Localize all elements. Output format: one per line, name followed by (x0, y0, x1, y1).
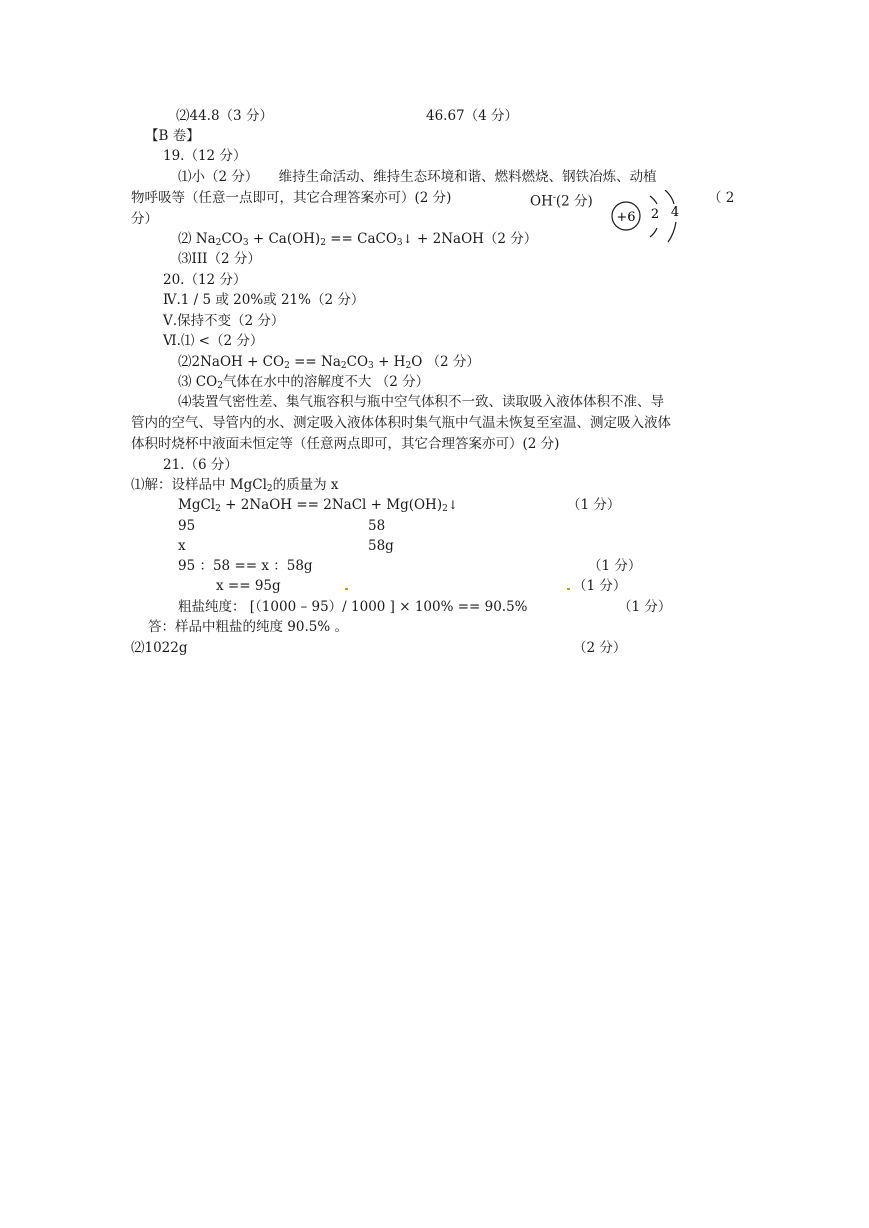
formula-text: O （2 分） (411, 354, 480, 370)
shell-arc-2-bottom (668, 222, 676, 242)
a-q2-answer: ⑵44.8（3 分） (176, 108, 273, 124)
subscript: 2 (405, 361, 412, 371)
part-label: ⑵ (178, 231, 196, 247)
q21-part2-score: （2 分） (573, 640, 627, 656)
q21-proportion: 95 ：58 == x ：58g (178, 558, 313, 574)
q19-hydroxide (530, 189, 593, 211)
q19-part1-line1: ⑴小（2 分） 维持生命活动、维持生态环境和谐、燃料燃烧、钢铁冶炼、动植 (178, 169, 657, 185)
answer-text: 的质量为 x (272, 477, 339, 493)
q21-x-score: （1 分） (573, 578, 627, 594)
q21-purity-score: （1 分） (618, 599, 672, 615)
q21-purity-calc: 粗盐纯度： [（1000 – 95）/ 1000 ] × 100% == 90.5% (178, 599, 528, 615)
q21-mass-ratio-left: 95 (178, 518, 196, 534)
q20-vi4-line2: 管内的空气、导管内的水、测定吸入液体体积时集气瓶中气温未恢复至室温、测定吸入液体 (131, 415, 671, 431)
stray-mark (345, 588, 348, 590)
q21-equation-score: （1 分） (567, 497, 621, 513)
q21-mass-ratio-right: 58 (368, 518, 386, 534)
formula-text: + H (373, 354, 406, 370)
precipitate-arrow: ↓ (447, 498, 458, 512)
answer-text: 气体在水中的溶解度不大 （2 分） (222, 374, 430, 390)
shell-arc-1-bottom (650, 228, 657, 237)
subscript: 3 (242, 238, 249, 248)
q20-vi1: Ⅵ.⑴ <（2 分） (163, 333, 264, 349)
hydroxide-charge: - (552, 193, 556, 203)
q19-title: 19.（12 分） (163, 148, 247, 164)
q21-unknown-right: 58g (368, 538, 394, 554)
hydroxide-score: (2 分) (555, 193, 593, 210)
formula-text: CO (221, 231, 243, 247)
q19-part1-line3: 分） (131, 211, 158, 227)
q19-score-tail: （ 2 (708, 190, 735, 206)
shell-arc-2-top (665, 190, 674, 204)
q21-title: 21.（6 分） (163, 457, 238, 473)
formula-text: CO (346, 354, 369, 370)
q19-part1-line2: 物呼吸等（任意一点即可，其它合理答案亦可）(2 分) (131, 190, 452, 206)
q21-part2: ⑵1022g (131, 640, 188, 656)
shell-arc-1-top (650, 196, 657, 204)
q19-part2-equation (178, 230, 537, 248)
q20-title: 20.（12 分） (163, 272, 247, 288)
subscript: 2 (215, 504, 221, 514)
subscript: 3 (396, 238, 403, 248)
q21-x-value: x == 95g (216, 578, 281, 594)
stray-mark (567, 588, 570, 590)
formula-text: MgCl (178, 497, 216, 513)
subscript: 2 (215, 238, 222, 248)
formula-text: ⑵2NaOH + CO (178, 354, 285, 370)
formula-text: == CaCO (325, 231, 397, 247)
q20-vi4-line3: 体积时烧杯中液面未恒定等（任意两点即可，其它合理答案亦可）(2 分) (131, 436, 560, 452)
q21-answer: 答：样品中粗盐的纯度 90.5% 。 (148, 619, 348, 635)
a-q2-answer-2: 46.67（4 分） (426, 108, 519, 124)
q20-vi3 (178, 373, 429, 391)
nucleus-charge: +6 (616, 210, 636, 225)
formula-text: + 2NaOH == 2NaCl + Mg(OH) (220, 497, 443, 513)
q21-unknown-left: x (178, 538, 186, 554)
q20-v: Ⅴ.保持不变（2 分） (163, 313, 285, 329)
precipitate-arrow: ↓ (402, 232, 413, 246)
q21-proportion-score: （1 分） (588, 558, 642, 574)
section-heading-b: 【B 卷】 (145, 128, 200, 144)
hydroxide-formula: OH (530, 193, 553, 210)
shell-2-electrons: 4 (670, 205, 680, 220)
subscript: 2 (340, 361, 347, 371)
q19-part3: ⑶III（2 分） (178, 251, 261, 267)
formula-text: == Na (289, 354, 341, 370)
q21-solution-intro (131, 476, 339, 494)
q20-vi4-line1: ⑷装置气密性差、集气瓶容积与瓶中空气体积不一致、读取吸入液体体积不准、导 (178, 394, 664, 410)
subscript: 2 (217, 381, 223, 391)
formula-text: + 2NaOH（2 分） (412, 231, 538, 247)
q21-equation (178, 496, 458, 514)
subscript: 3 (368, 361, 374, 371)
answer-text: ⑴解：设样品中 MgCl (131, 477, 267, 493)
formula-text: ⑶ CO (178, 374, 218, 390)
q20-vi2-equation (178, 353, 480, 371)
subscript: 2 (266, 484, 273, 494)
atom-structure-diagram (606, 190, 692, 246)
formula-text: + Ca(OH) (248, 231, 321, 247)
shell-1-electrons: 2 (650, 207, 660, 222)
formula-text: Na (195, 231, 216, 247)
subscript: 2 (284, 361, 290, 371)
q20-iv: Ⅳ.1 / 5 或 20%或 21%（2 分） (163, 292, 365, 308)
subscript: 2 (320, 238, 326, 248)
subscript: 2 (442, 504, 448, 514)
